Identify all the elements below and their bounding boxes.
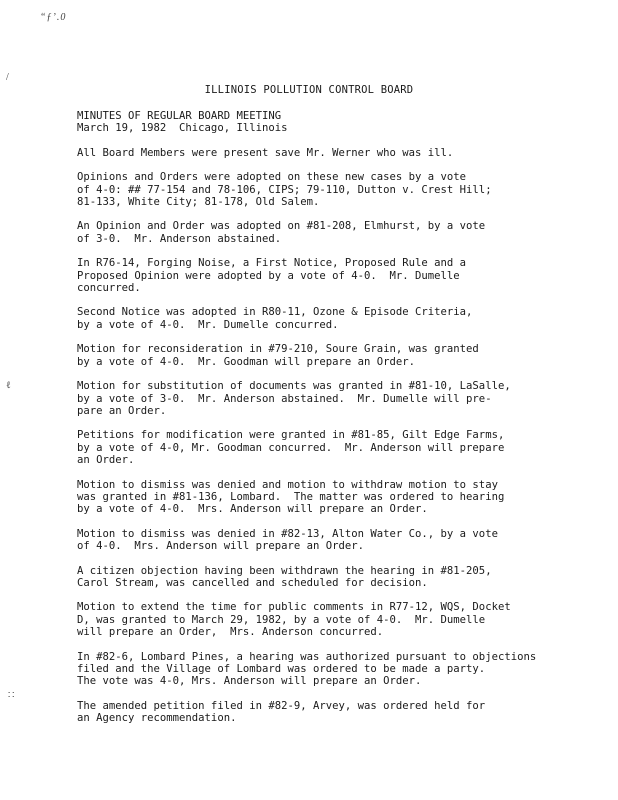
paragraph-line: In #82-6, Lombard Pines, a hearing was authorized pursuant to objections	[77, 650, 537, 663]
paragraph-line: by a vote of 4-0. Mrs. Anderson will prepare an Order.	[77, 503, 428, 516]
minutes-paragraph	[77, 565, 617, 590]
paragraph-line: of 4-0. Mrs. Anderson will prepare an Order.	[77, 540, 365, 553]
paragraph-line: All Board Members were present save Mr. Werner who was ill.	[77, 146, 454, 159]
margin-mark: ℓ	[6, 380, 11, 391]
paragraph-line: The vote was 4-0, Mrs. Anderson will prepare an Order.	[77, 675, 422, 688]
paragraph-line: Motion for substitution of documents was granted in #81-10, LaSalle,	[77, 380, 511, 393]
minutes-paragraph	[77, 700, 617, 725]
paragraph-line: Proposed Opinion were adopted by a vote of 4-0. Mr. Dumelle	[77, 269, 460, 282]
paragraph-line: pare an Order.	[77, 404, 167, 417]
minutes-heading: MINUTES OF REGULAR BOARD MEETING	[77, 110, 282, 122]
minutes-paragraph	[77, 651, 617, 688]
margin-mark: ∷	[8, 690, 15, 701]
meeting-date-location: March 19, 1982 Chicago, Illinois	[77, 122, 288, 135]
paragraph-line: will prepare an Order, Mrs. Anderson concurred.	[77, 626, 384, 639]
minutes-body	[77, 110, 617, 737]
paragraph-line: by a vote of 4-0. Mr. Goodman will prepare an Order.	[77, 355, 416, 368]
paragraph-line: an Order.	[77, 454, 135, 467]
paragraph-line: was granted in #81-136, Lombard. The matter was ordered to hearing	[77, 490, 505, 503]
paragraph-line: A citizen objection having been withdrawn the hearing in #81-205,	[77, 564, 492, 577]
minutes-paragraph	[77, 528, 617, 553]
paragraph-line: Carol Stream, was cancelled and scheduled for decision.	[77, 576, 428, 589]
paragraph-line: an Agency recommendation.	[77, 712, 237, 725]
paragraph-line: by a vote of 4-0, Mr. Goodman concurred. Mr. Anderson will prepare	[77, 441, 505, 454]
margin-annotation: “ƒ’.0	[40, 12, 67, 23]
paragraph-line: by a vote of 4-0. Mr. Dumelle concurred.	[77, 318, 339, 331]
paragraph-line: Motion for reconsideration in #79-210, Soure Grain, was granted	[77, 343, 479, 356]
minutes-paragraph	[77, 147, 617, 159]
paragraph-line: Petitions for modification were granted in #81-85, Gilt Edge Farms,	[77, 429, 505, 442]
paragraph-line: D, was granted to March 29, 1982, by a vote of 4-0. Mr. Dumelle	[77, 613, 486, 626]
paragraph-line: concurred.	[77, 282, 141, 295]
document-title: ILLINOIS POLLUTION CONTROL BOARD	[204, 84, 414, 96]
paragraph-line: In R76-14, Forging Noise, a First Notice, Proposed Rule and a	[77, 257, 467, 270]
paragraph-line: Opinions and Orders were adopted on these new cases by a vote	[77, 171, 467, 184]
minutes-paragraph	[77, 306, 617, 331]
paragraph-line: Motion to dismiss was denied in #82-13, Alton Water Co., by a vote	[77, 527, 498, 540]
paragraph-line: filed and the Village of Lombard was ordered to be made a party.	[77, 663, 486, 675]
minutes-paragraph	[77, 380, 617, 417]
paragraph-line: The amended petition filed in #82-9, Arvey, was ordered held for	[77, 699, 486, 712]
paragraph-line: by a vote of 3-0. Mr. Anderson abstained. Mr. Dumelle will pre-	[77, 392, 492, 405]
minutes-paragraph	[77, 601, 617, 638]
margin-mark: /	[6, 72, 9, 83]
minutes-paragraph	[77, 479, 617, 516]
minutes-paragraph	[77, 429, 617, 466]
minutes-paragraph	[77, 220, 617, 245]
minutes-paragraph	[77, 343, 617, 368]
paragraph-line: Second Notice was adopted in R80-11, Ozone & Episode Criteria,	[77, 306, 473, 319]
minutes-paragraph	[77, 257, 617, 294]
paragraph-line: of 3-0. Mr. Anderson abstained.	[77, 232, 282, 245]
paragraph-line: Motion to dismiss was denied and motion to withdraw motion to stay	[77, 478, 498, 491]
paragraph-list	[77, 147, 617, 725]
paragraph-line: of 4-0: ## 77-154 and 78-106, CIPS; 79-110, Dutton v. Crest Hill;	[77, 183, 492, 196]
paragraph-line: 81-133, White City; 81-178, Old Salem.	[77, 196, 320, 209]
paragraph-line: Motion to extend the time for public comments in R77-12, WQS, Docket	[77, 601, 511, 614]
minutes-paragraph	[77, 171, 617, 208]
paragraph-line: An Opinion and Order was adopted on #81-208, Elmhurst, by a vote	[77, 220, 486, 233]
